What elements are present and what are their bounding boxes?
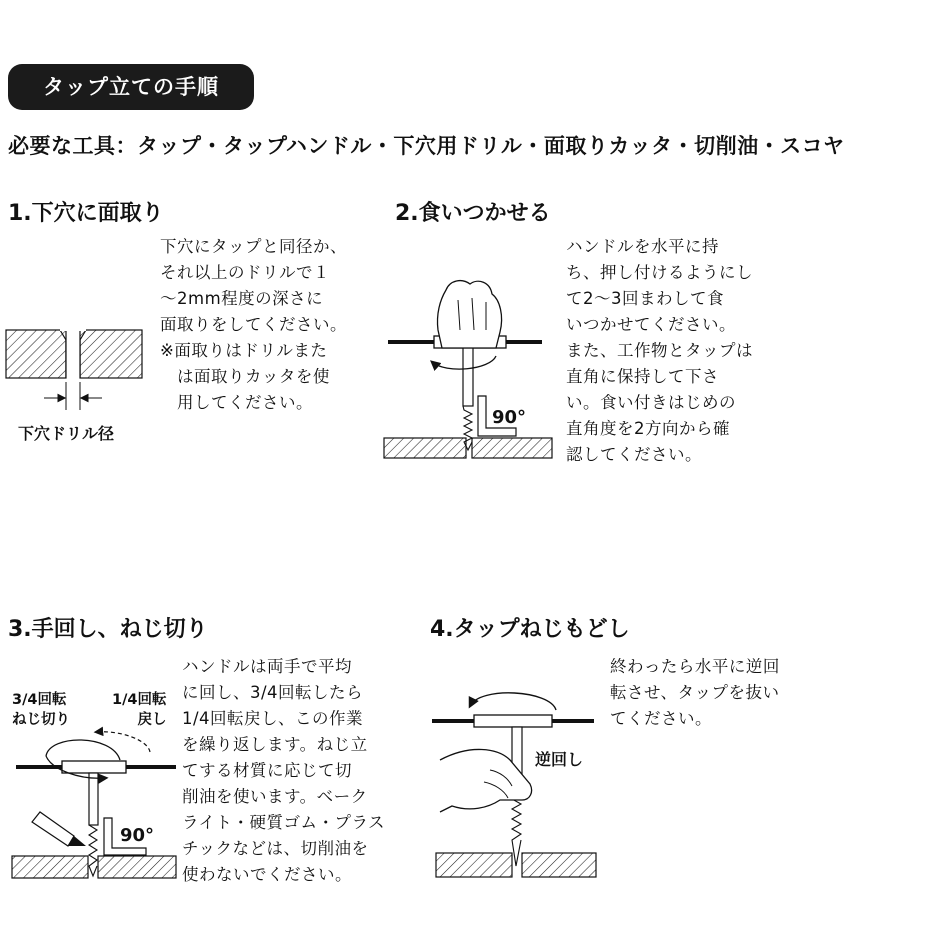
required-tools: 必要な工具：タップ・タップハンドル・下穴用ドリル・面取りカッタ・切削油・スコヤ [8,134,845,158]
step-3-heading: 3.手回し、ねじ切り [8,617,208,642]
step-1-text: 下穴にタップと同径か、 それ以上のドリルで１ ～2mm程度の深さに 面取りをしてください。 ※面取りはドリルまた は面取りカッタを使 用してください。 [160,237,347,412]
step-4-text: 終わったら水平に逆回 転させ、タップを抜い てください。 [610,657,780,728]
step-3-figure [12,732,176,878]
step-3-text: ハンドルは両手で平均 に回し、3/4回転したら 1/4回転戻し、この作業 を繰り返します。ねじ立 てする材質に応じて切 削油を使います。ベーク ライト・硬質ゴム・プラス チックなどは、切削油を 使わないでください。 [182,657,386,884]
step-4-figure [432,693,596,877]
reverse-rotation-label: 逆回し [535,750,584,769]
page-title: タップ立ての手順 [8,64,254,110]
step-2-angle-label: 90° [492,407,527,428]
forward-rotation-label: 3/4回転 ねじ切り [12,692,70,728]
step-2-figure [384,281,552,458]
step-2-text: ハンドルを水平に持 ち、押し付けるようにし て2～3回まわして食 いつかせてください。 また、工作物とタップは 直角に保持して下さ い。食い付きはじめの 直角度を2方向から確 認してください。 [566,237,753,464]
drill-diameter-label: 下穴ドリル径 [18,424,115,443]
back-rotation-label: 1/4回転 戻し [112,692,167,728]
step-3-angle-label: 90° [120,825,155,846]
step-2-heading: 2.食いつかせる [395,201,551,226]
step-1-workpiece [6,330,142,410]
step-4-heading: 4.タップねじもどし [430,617,630,642]
step-1-heading: 1.下穴に面取り [8,201,164,226]
